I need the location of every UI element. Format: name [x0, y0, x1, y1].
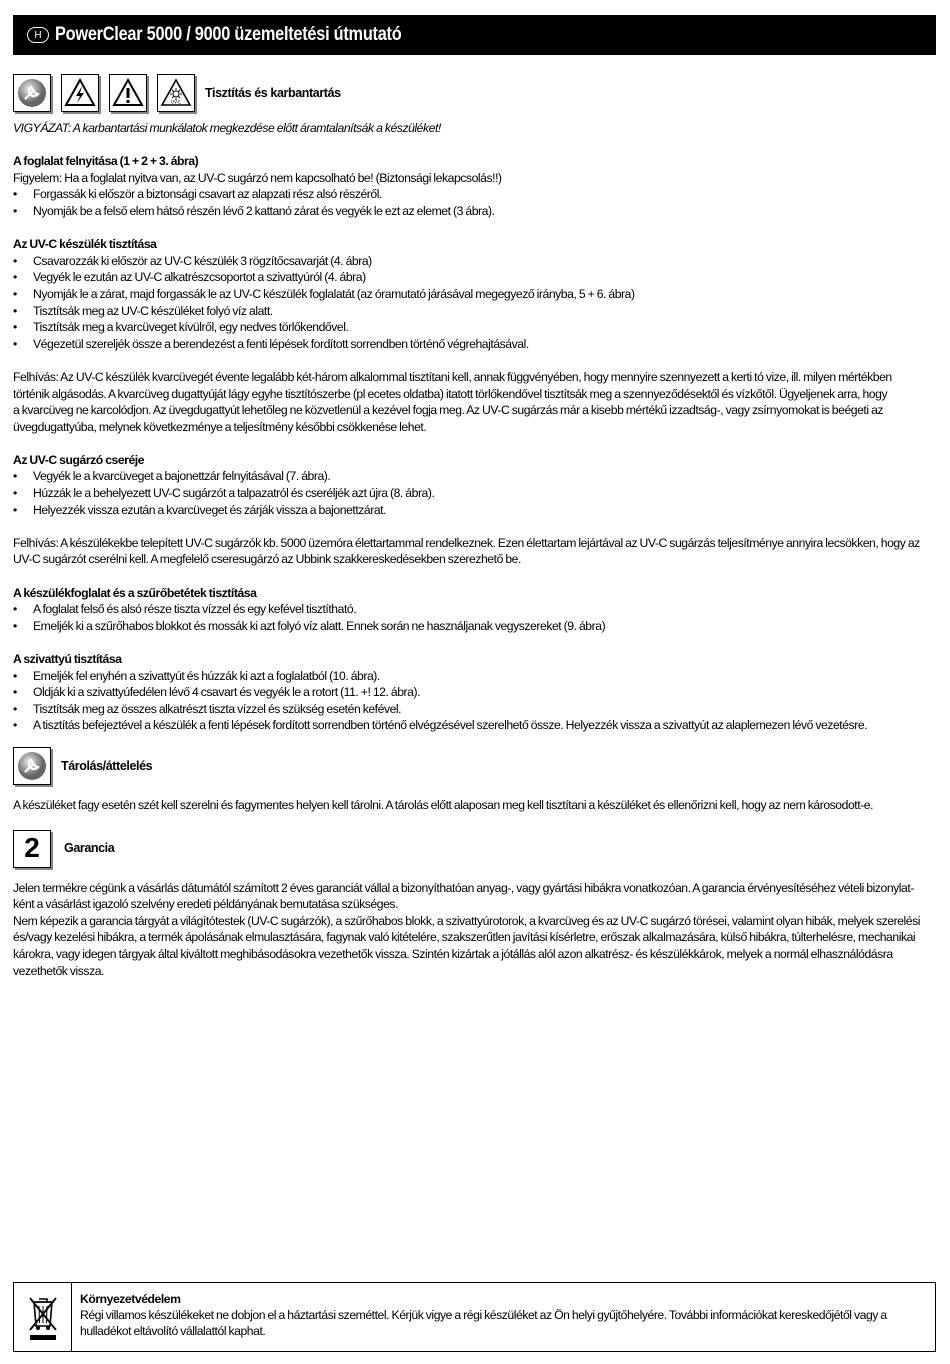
warranty-title: Garancia — [64, 841, 115, 856]
uvc-note-line: üvegdugattyúba, melynek következménye a teljesítmény későbbi csökkenése lehet. — [13, 419, 427, 434]
list-item: • Nyomják be a felső elem hátsó részén lévő 2 kattanó zárat és vegyék le ezt az elemet (3 ábra). — [13, 203, 495, 218]
list-item: • Forgassák ki először a biztonsági csavart az alapzati rész alsó részéről. — [13, 187, 382, 202]
general-warning-icon — [109, 74, 147, 112]
housing-open-title: A foglalat felnyitása (1 + 2 + 3. ábra) — [13, 154, 199, 169]
warranty-line: vezethetők vissza. — [13, 963, 104, 978]
uv-c-radiation-warning-icon — [157, 74, 195, 112]
spacer — [13, 568, 936, 585]
storage-heading-row — [13, 745, 936, 787]
lamp-note-line: Felhívás: A készülékekbe telepített UV-C sugárzók kb. 5000 üzemóra élettartammal rendelkeznek. Ezen élettartam lejártával az UV-C sugárzás teljesítménye annyira lecsökken, hogy az — [13, 535, 920, 550]
page-title: PowerClear 5000 / 9000 üzemeltetési útmutató — [55, 24, 402, 45]
list-item: • Vegyék le ezután az UV-C alkatrészcsoportot a szivattyúról (4. ábra) — [13, 270, 366, 285]
list-item: • Oldják ki a szivattyúfedélen lévő 4 csavart és vegyék le a rotort (11. +! 12. ábra). — [13, 685, 421, 700]
list-item: • Emeljék ki a szűrőhabos blokkot és mossák ki azt folyó víz alatt. Ennek során ne használjanak vegyszereket (9. ábra) — [13, 618, 606, 633]
list-item: • Tisztítsák meg az összes alkatrészt tiszta vízzel és szükség esetén kefével. — [13, 701, 402, 716]
lamp-replace-title: Az UV-C sugárzó cseréje — [13, 452, 145, 467]
environment-line: Régi villamos készülékeket ne dobjon el a háztartási szeméttel. Kérjük vigye a régi készüléket az Ön helyi gyűjtőhelyére. További információkat kereskedőjétől vagy a — [80, 1308, 887, 1322]
spacer — [13, 518, 936, 535]
maintenance-wrench-icon — [13, 747, 51, 785]
header-bar — [13, 15, 936, 55]
list-item: • Végezetül szereljék össze a berendezést a fenti lépések fordított sorrendben történő végrehajtásával. — [13, 336, 529, 351]
environment-box — [13, 1282, 936, 1352]
list-item: • Nyomják le a zárat, majd forgassák le az UV-C készülék foglalatát (az óramutató járásával megegyező irányba, 5 + 6. ábra) — [13, 286, 635, 301]
environment-line: hulladékot eltávolító vállalattól kaphat. — [80, 1324, 266, 1338]
list-item: • A foglalat felső és alsó része tiszta vízzel és egy kefével tisztítható. — [13, 602, 357, 617]
storage-text: A készüléket fagy esetén szét kell szerelni és fagymentes helyen kell tárolni. A tárolás előtt alaposan meg kell tisztítani a készüléket és ellenőrizni kell, hogy az nem károsodott-e. — [13, 797, 874, 812]
cleaning-warning: VIGYÁZAT: A karbantartási munkálatok megkezdése előtt áramtalanítsák a készüléket! — [13, 121, 441, 135]
spacer — [13, 352, 936, 369]
svg-text:UV-C: UV-C — [171, 99, 181, 105]
warranty-line: és/vagy kezelési hibákra, a termék ápolásának elmulasztására, fagynak való kitételére, szakszerűtlen javítási kísérletre, erőszak alkalmazására, külső hibákra, túlterhelésre, mechanikai — [13, 930, 916, 945]
lamp-note-line: UV-C sugárzót cserélni kell. A megfelelő cseresugárzó az Ubbink szakkereskedésekben szerezhető be. — [13, 552, 521, 567]
spacer — [13, 814, 936, 828]
warranty-years-badge: 2 — [13, 830, 51, 868]
content — [13, 72, 936, 979]
language-badge: H — [27, 27, 49, 43]
uvc-note-line: történik algásodás. A kvarcüveg dugattyúját lágy egyhe tisztítószerbe (pl ecetes oldatba) itatott törlőkendővel tisztítsák meg a szennyeződésektől és vízkőtől. Ügyeljenek arra, hogy — [13, 386, 888, 401]
housing-filter-title: A készülékfoglalat és a szűrőbetétek tisztítása — [13, 585, 257, 600]
uvc-note-line: a kvarcüveg ne karcolódjon. Az üvegdugattyút lehetőleg ne közvetlenül a kezével fogja meg. Az UV-C sugárzás már a kisebb mértékű izzadtság-, vagy zsírnyomokat is beégeti az — [13, 403, 884, 418]
list-item: • Emeljék fel enyhén a szivattyút és húzzák ki azt a foglalatból (10. ábra). — [13, 668, 380, 683]
environment-title: Környezetvédelem — [80, 1292, 181, 1306]
spacer — [13, 220, 936, 237]
uvc-note-line: Felhívás: Az UV-C készülék kvarcüvegét évente legalább két-három alkalommal tisztítani kell, annak függvényében, hogy mennyire szennyezett a kerti tó vize, ill. milyen mértékben — [13, 369, 892, 384]
warranty-line: Nem képezik a garancia tárgyát a világítótestek (UV-C sugárzók), a szűrőhabos blokk, a szivattyúrotorok, a kvarcüveg és az UV-C sugárzó törései, valamint olyan hibák, melyek szerelési — [13, 913, 920, 928]
spacer — [13, 435, 936, 452]
storage-title: Tárolás/áttelelés — [61, 758, 153, 773]
spacer — [13, 137, 936, 154]
list-item: • Húzzák le a behelyezett UV-C sugárzót a talpazatról és cseréljék azt újra (8. ábra). — [13, 486, 435, 501]
environment-text — [72, 1283, 893, 1351]
cleaning-heading-row — [13, 72, 936, 114]
cleaning-title: Tisztítás és karbantartás — [205, 85, 341, 100]
weee-bin-icon — [14, 1283, 72, 1351]
maintenance-wrench-icon — [13, 74, 51, 112]
spacer — [13, 734, 936, 745]
list-item: • Helyezzék vissza ezután a kvarcüveget és zárják vissza a bajonettzárat. — [13, 502, 387, 517]
housing-open-note: Figyelem: Ha a foglalat nyitva van, az UV-C sugárzó nem kapcsolható be! (Biztonsági lekapcsolás!!) — [13, 170, 502, 185]
uvc-clean-title: Az UV-C készülék tisztítása — [13, 237, 157, 252]
spacer — [13, 634, 936, 651]
list-item: • Csavarozzák ki először az UV-C készülék 3 rögzítőcsavarját (4. ábra) — [13, 253, 372, 268]
list-item: • A tisztítás befejeztével a készülék a fenti lépések fordított sorrendben történő elvégzésével szerelhető össze. Helyezzék vissza a szivattyút az alaplemezen lévő vezetésre. — [13, 718, 868, 733]
electric-hazard-icon — [61, 74, 99, 112]
warranty-line: ként a vásárlást igazoló szelvény eredeti példányának bemutatása szükséges. — [13, 897, 398, 912]
warranty-heading-row — [13, 828, 936, 870]
list-item: • Vegyék le a kvarcüveget a bajonettzár felnyitásával (7. ábra). — [13, 469, 331, 484]
pump-title: A szivattyú tisztítása — [13, 652, 122, 666]
warranty-line: károkra, vagy idegen tárgyak által kiváltott meghibásodásokra vezethetők vissza. Szintén kizártak a jótállás alól azon alkatrész- és készülékkárok, melyek a normál elhasználódásra — [13, 946, 893, 961]
list-item: • Tisztítsák meg az UV-C készüléket folyó víz alatt. — [13, 303, 273, 318]
list-item: • Tisztítsák meg a kvarcüveget kívülről, egy nedves törlőkendővel. — [13, 320, 349, 335]
warranty-line: Jelen termékre cégünk a vásárlás dátumától számított 2 éves garanciát vállal a bizonyíthatóan anyag-, vagy gyártási hibákra vonatkozóan. A garancia érvényesítéséhez vételi bizonylat- — [13, 880, 914, 895]
